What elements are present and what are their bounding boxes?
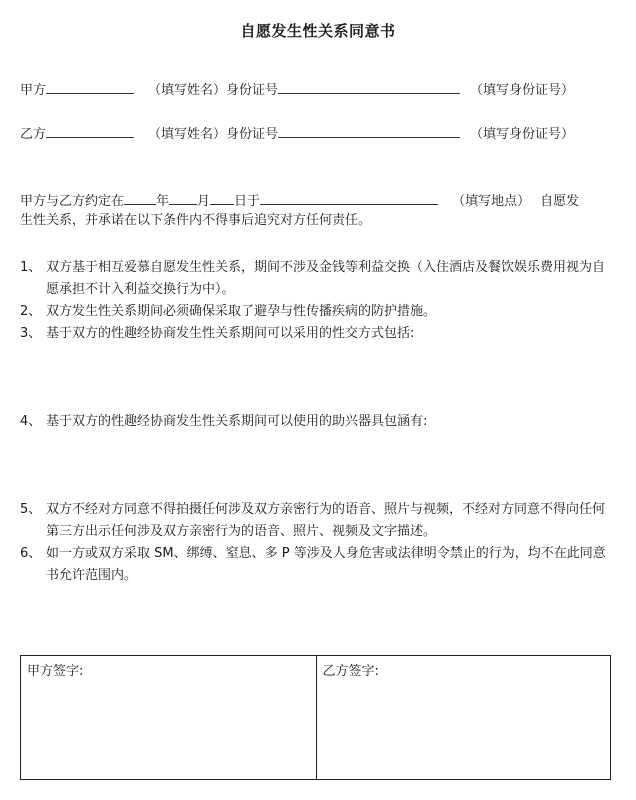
clause-number: 5、 [20, 502, 42, 517]
agreement-line-1 [20, 190, 579, 211]
day-field[interactable] [210, 190, 234, 205]
party-b-signature-box[interactable] [316, 656, 611, 779]
party-b-name-hint: （填写姓名） [148, 127, 227, 142]
place-field[interactable] [260, 190, 438, 205]
clause-number: 4、 [20, 414, 42, 429]
party-a-signature-box[interactable] [21, 656, 316, 779]
clause-3 [20, 323, 616, 345]
clause-6 [20, 543, 616, 587]
party-a-label: 甲方 [20, 83, 47, 98]
month-label: 月 [197, 194, 211, 209]
clause-text: 基于双方的性趣经协商发生性关系期间可以采用的性交方式包括: [46, 326, 415, 341]
party-a-id-field[interactable] [278, 79, 460, 94]
party-a-id-hint: （填写身份证号） [470, 83, 575, 98]
clause-number: 1、 [20, 260, 42, 275]
clause-number: 2、 [20, 304, 42, 319]
clause-number: 3、 [20, 326, 42, 341]
party-a-name-field[interactable] [46, 79, 134, 94]
party-a-name-hint: （填写姓名） [148, 83, 227, 98]
party-b-signature-label: 乙方签字: [322, 664, 379, 679]
clause-5 [20, 499, 616, 543]
party-b-label: 乙方 [20, 127, 47, 142]
party-b-name-field[interactable] [46, 123, 134, 138]
party-b-line [20, 123, 574, 144]
document-title: 自愿发生性关系同意书 [240, 22, 396, 40]
clause-4 [20, 411, 616, 433]
party-a-line [20, 79, 574, 100]
agreement-line-2: 生性关系，并承诺在以下条件内不得事后追究对方任何责任。 [20, 213, 372, 228]
year-field[interactable] [124, 190, 156, 205]
clause-text: 基于双方的性趣经协商发生性关系期间可以使用的助兴器具包涵有: [46, 414, 428, 429]
place-hint: （填写地点） [452, 194, 531, 209]
party-b-id-label: 身份证号 [226, 127, 279, 142]
clause-number: 6、 [20, 546, 42, 561]
clause-1 [20, 257, 616, 301]
clause-text: 双方基于相互爱慕自愿发生性关系，期间不涉及金钱等利益交换（入住酒店及餐饮娱乐费用视为自愿承担不计入利益交换行为中）。 [46, 260, 606, 297]
year-label: 年 [156, 194, 170, 209]
party-a-id-label: 身份证号 [226, 83, 279, 98]
party-a-signature-label: 甲方签字: [27, 664, 84, 679]
clause-text: 双方发生性关系期间必须确保采取了避孕与性传播疾病的防护措施。 [46, 304, 437, 319]
agreement-prefix: 甲方与乙方约定在 [20, 194, 125, 209]
party-b-id-field[interactable] [278, 123, 460, 138]
agreement-line1-end: 自愿发 [540, 194, 580, 209]
clause-text: 双方不经对方同意不得拍摄任何涉及双方亲密行为的语音、照片与视频，不经对方同意不得向任何第三方出示任何涉及双方亲密行为的语音、照片、视频及文字描述。 [46, 502, 606, 539]
clause-text: 如一方或双方采取 SM、绑缚、窒息、多 P 等涉及人身危害或法律明令禁止的行为，均不在此同意书允许范围内。 [46, 546, 606, 583]
day-label: 日于 [234, 194, 261, 209]
party-b-id-hint: （填写身份证号） [470, 127, 575, 142]
clause-2 [20, 301, 616, 323]
month-field[interactable] [169, 190, 197, 205]
signature-table [20, 655, 611, 780]
